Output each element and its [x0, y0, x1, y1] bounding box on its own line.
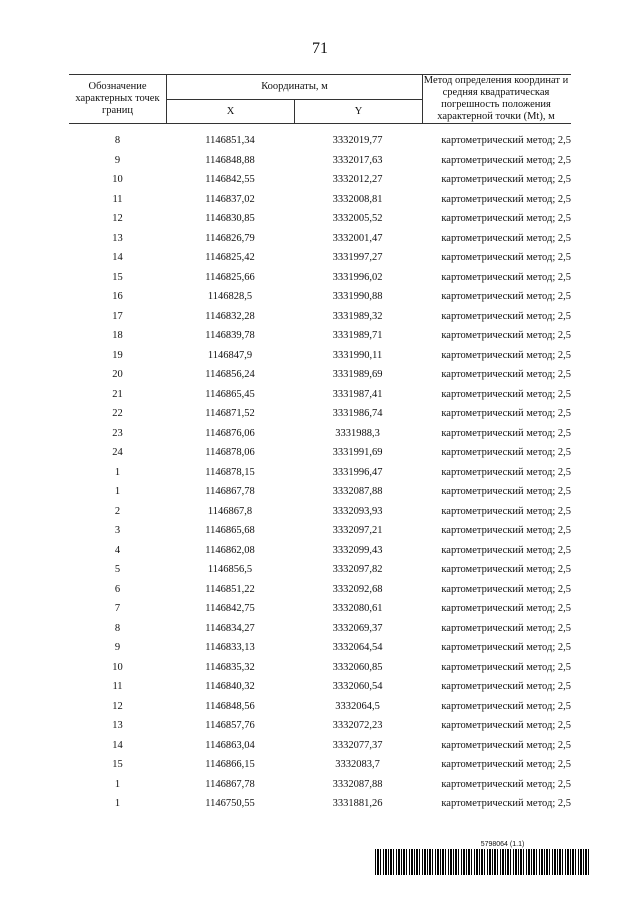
y-cell: 3332005,52 [332, 213, 383, 225]
method-cell: картометрический метод; 2,5 [441, 427, 571, 439]
point-cell: 16 [112, 291, 123, 303]
x-cell: 1146865,45 [205, 388, 255, 400]
x-cell: 1146833,13 [205, 642, 255, 654]
table-row [69, 482, 571, 502]
table-row [69, 463, 571, 483]
y-cell: 3331996,47 [332, 466, 383, 478]
y-cell: 3332008,81 [332, 193, 383, 205]
y-cell: 3331996,02 [332, 271, 383, 283]
y-cell: 3331991,69 [332, 447, 383, 459]
point-cell: 14 [112, 739, 123, 751]
method-cell: картометрический метод; 2,5 [441, 213, 571, 225]
x-cell: 1146867,78 [205, 778, 255, 790]
table-row [69, 190, 571, 210]
x-cell: 1146842,75 [205, 603, 255, 615]
table-row [69, 736, 571, 756]
table-row [69, 775, 571, 795]
y-cell: 3332083,7 [335, 759, 380, 771]
table-row [69, 599, 571, 619]
y-cell: 3332099,43 [332, 544, 383, 556]
x-cell: 1146834,27 [205, 622, 255, 634]
point-cell: 1 [114, 466, 121, 478]
x-cell: 1146830,85 [205, 213, 255, 225]
table-row [69, 677, 571, 697]
point-cell: 13 [112, 232, 123, 244]
table-row [69, 638, 571, 658]
table-row [69, 248, 571, 268]
x-cell: 1146857,76 [205, 720, 255, 732]
y-cell: 3331986,74 [332, 408, 383, 420]
point-cell: 20 [112, 369, 123, 381]
point-cell: 12 [112, 700, 123, 712]
y-cell: 3332069,37 [332, 622, 383, 634]
point-cell: 1 [114, 778, 121, 790]
point-cell: 5 [114, 564, 121, 576]
x-cell: 1146835,32 [205, 661, 255, 673]
method-cell: картометрический метод; 2,5 [441, 369, 571, 381]
method-cell: картометрический метод; 2,5 [441, 564, 571, 576]
table-row [69, 131, 571, 151]
y-cell: 3332097,21 [332, 525, 383, 537]
y-cell: 3332097,82 [332, 564, 383, 576]
y-cell: 3332080,61 [332, 603, 383, 615]
point-cell: 7 [114, 603, 121, 615]
method-cell: картометрический метод; 2,5 [441, 798, 571, 810]
point-column-header: Обозначение характерных точек границ [75, 81, 160, 116]
table-row [69, 326, 571, 346]
x-column-header: X [167, 100, 295, 123]
table-row [69, 151, 571, 171]
y-cell: 3332087,88 [332, 486, 383, 498]
y-cell: 3332017,63 [332, 154, 383, 166]
y-cell: 3332060,85 [332, 661, 383, 673]
table-row [69, 658, 571, 678]
y-cell: 3332064,5 [335, 700, 380, 712]
y-cell: 3332072,23 [332, 720, 383, 732]
point-cell: 3 [114, 525, 121, 537]
point-cell: 4 [114, 544, 121, 556]
method-cell: картометрический метод; 2,5 [441, 408, 571, 420]
method-cell: картометрический метод; 2,5 [441, 252, 571, 264]
y-cell: 3332093,93 [332, 505, 383, 517]
point-cell: 8 [114, 135, 121, 147]
point-cell: 6 [114, 583, 121, 595]
y-cell: 3332087,88 [332, 778, 383, 790]
x-cell: 1146878,15 [205, 466, 255, 478]
point-cell: 15 [112, 271, 123, 283]
table-row [69, 404, 571, 424]
method-cell: картометрический метод; 2,5 [441, 271, 571, 283]
point-cell: 23 [112, 427, 123, 439]
method-cell: картометрический метод; 2,5 [441, 505, 571, 517]
point-cell: 13 [112, 720, 123, 732]
y-cell: 3332092,68 [332, 583, 383, 595]
method-cell: картометрический метод; 2,5 [441, 525, 571, 537]
table-row [69, 521, 571, 541]
x-cell: 1146839,78 [205, 330, 255, 342]
table-row [69, 541, 571, 561]
table-row [69, 443, 571, 463]
coordinates-header: Координаты, м [167, 75, 422, 100]
table-row [69, 209, 571, 229]
table-row [69, 619, 571, 639]
method-cell: картометрический метод; 2,5 [441, 349, 571, 361]
method-cell: картометрический метод; 2,5 [441, 642, 571, 654]
y-cell: 3332001,47 [332, 232, 383, 244]
document-code: 5798064 (1.1) [480, 841, 525, 848]
table-row [69, 346, 571, 366]
y-cell: 3331990,88 [332, 291, 383, 303]
point-cell: 12 [112, 213, 123, 225]
method-cell: картометрический метод; 2,5 [441, 193, 571, 205]
method-cell: картометрический метод; 2,5 [441, 622, 571, 634]
method-cell: картометрический метод; 2,5 [441, 700, 571, 712]
method-column-header: Метод определения координат и средняя квадратическая погрешность положения характерной точки (Mt), м [423, 75, 569, 122]
table-row [69, 580, 571, 600]
x-cell: 1146750,55 [205, 798, 255, 810]
x-cell: 1146863,04 [205, 739, 255, 751]
method-cell: картометрический метод; 2,5 [441, 447, 571, 459]
method-cell: картометрический метод; 2,5 [441, 603, 571, 615]
point-cell: 9 [114, 642, 121, 654]
method-cell: картометрический метод; 2,5 [441, 739, 571, 751]
x-cell: 1146832,28 [205, 310, 255, 322]
barcode [375, 849, 590, 875]
method-cell: картометрический метод; 2,5 [441, 486, 571, 498]
point-cell: 11 [112, 681, 123, 693]
y-cell: 3331989,32 [332, 310, 383, 322]
table-row [69, 307, 571, 327]
y-cell: 3332064,54 [332, 642, 383, 654]
y-cell: 3331990,11 [332, 349, 383, 361]
x-cell: 1146851,34 [205, 135, 255, 147]
y-cell: 3331881,26 [332, 798, 383, 810]
point-cell: 8 [114, 622, 121, 634]
table-row [69, 716, 571, 736]
method-cell: картометрический метод; 2,5 [441, 388, 571, 400]
y-cell: 3332077,37 [332, 739, 383, 751]
point-cell: 10 [112, 174, 123, 186]
table-row [69, 170, 571, 190]
page-number: 71 [312, 40, 328, 57]
point-cell: 15 [112, 759, 123, 771]
method-cell: картометрический метод; 2,5 [441, 544, 571, 556]
method-cell: картометрический метод; 2,5 [441, 154, 571, 166]
y-column-header: Y [354, 105, 363, 117]
document-stamp [375, 841, 590, 875]
method-cell: картометрический метод; 2,5 [441, 291, 571, 303]
x-cell: 1146828,5 [207, 291, 253, 303]
table-body [69, 131, 571, 814]
point-cell: 14 [112, 252, 123, 264]
point-cell: 17 [112, 310, 123, 322]
method-cell: картометрический метод; 2,5 [441, 681, 571, 693]
table-row [69, 755, 571, 775]
method-cell: картометрический метод; 2,5 [441, 759, 571, 771]
table-row [69, 794, 571, 814]
table-row [69, 560, 571, 580]
point-cell: 24 [112, 447, 123, 459]
x-cell: 1146825,42 [205, 252, 255, 264]
y-cell: 3331989,69 [332, 369, 383, 381]
point-cell: 11 [112, 193, 123, 205]
y-cell: 3331997,27 [332, 252, 383, 264]
method-cell: картометрический метод; 2,5 [441, 583, 571, 595]
method-cell: картометрический метод; 2,5 [441, 466, 571, 478]
y-cell: 3331989,71 [332, 330, 383, 342]
x-cell: 1146847,9 [207, 349, 253, 361]
x-cell: 1146867,8 [207, 505, 253, 517]
x-cell: 1146825,66 [205, 271, 255, 283]
x-cell: 1146848,56 [205, 700, 255, 712]
y-cell: 3331988,3 [335, 427, 380, 439]
point-cell: 19 [112, 349, 123, 361]
table-row [69, 424, 571, 444]
point-cell: 9 [114, 154, 121, 166]
table-row [69, 697, 571, 717]
point-cell: 2 [114, 505, 121, 517]
point-cell: 10 [112, 661, 123, 673]
x-cell: 1146837,02 [205, 193, 255, 205]
x-cell: 1146842,55 [205, 174, 255, 186]
x-cell: 1146826,79 [205, 232, 255, 244]
method-cell: картометрический метод; 2,5 [441, 661, 571, 673]
x-cell: 1146840,32 [205, 681, 255, 693]
method-cell: картометрический метод; 2,5 [441, 174, 571, 186]
x-cell: 1146865,68 [205, 525, 255, 537]
table-row [69, 287, 571, 307]
x-cell: 1146871,52 [205, 408, 255, 420]
x-cell: 1146867,78 [205, 486, 255, 498]
y-cell: 3331987,41 [332, 388, 383, 400]
coordinates-column-group [166, 75, 423, 123]
method-cell: картометрический метод; 2,5 [441, 310, 571, 322]
method-cell: картометрический метод; 2,5 [441, 720, 571, 732]
x-cell: 1146878,06 [205, 447, 255, 459]
point-cell: 21 [112, 388, 123, 400]
x-cell: 1146856,24 [205, 369, 255, 381]
point-cell: 22 [112, 408, 123, 420]
method-cell: картометрический метод; 2,5 [441, 232, 571, 244]
table-row [69, 268, 571, 288]
y-cell: 3332012,27 [332, 174, 383, 186]
table-row [69, 229, 571, 249]
table-header [69, 74, 571, 124]
table-row [69, 365, 571, 385]
method-cell: картометрический метод; 2,5 [441, 135, 571, 147]
y-cell: 3332019,77 [332, 135, 383, 147]
point-cell: 18 [112, 330, 123, 342]
x-cell: 1146862,08 [205, 544, 255, 556]
method-cell: картометрический метод; 2,5 [441, 778, 571, 790]
point-cell: 1 [114, 486, 121, 498]
table-row [69, 502, 571, 522]
x-cell: 1146848,88 [205, 154, 255, 166]
table-row [69, 385, 571, 405]
method-cell: картометрический метод; 2,5 [441, 330, 571, 342]
x-cell: 1146856,5 [207, 564, 253, 576]
point-cell: 1 [114, 798, 121, 810]
x-cell: 1146866,15 [205, 759, 255, 771]
x-cell: 1146851,22 [205, 583, 255, 595]
y-cell: 3332060,54 [332, 681, 383, 693]
x-cell: 1146876,06 [205, 427, 255, 439]
